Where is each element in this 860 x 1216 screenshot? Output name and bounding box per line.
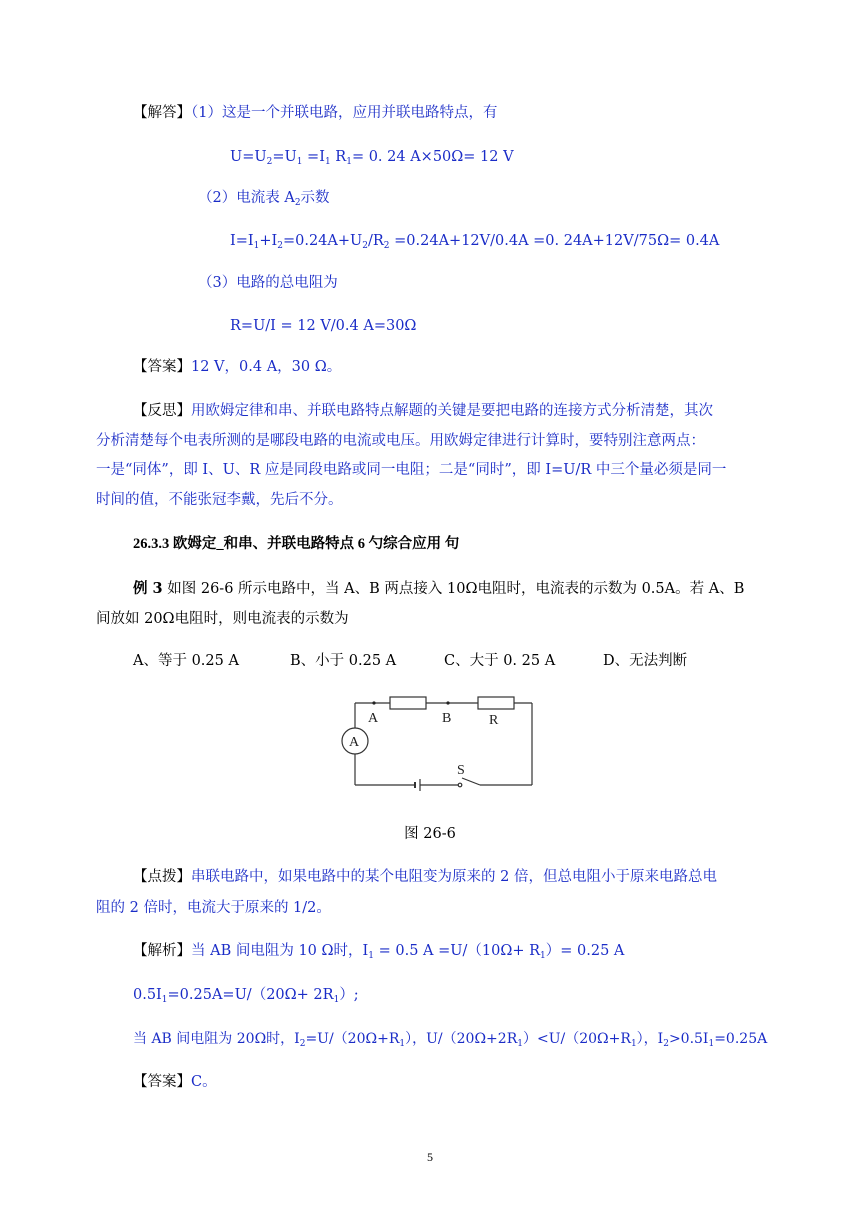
answer-formula-3: R=U/I = 12 V/0.4 A=30Ω xyxy=(230,318,417,334)
analysis-line-1: 【解析】当 AB 间电阻为 10 Ω时，$I_1 = 0.5$ $A =U/(10\Omega+ R_1)= 0.25$ A xyxy=(133,943,625,961)
hint-line-2: 阻的 2 倍时，电流大于原来的 1/2。 xyxy=(96,900,331,916)
reflection-line-1: 【反思】用欧姆定律和串、并联电路特点解题的关键是要把电路的连接方式分析清楚，其次 xyxy=(133,403,713,419)
figure-caption: 图 26-6 xyxy=(404,826,456,842)
answer-step-2: （2）电流表 $A_2$示数 xyxy=(198,190,330,208)
answer-2 xyxy=(133,1073,217,1091)
label-a: A xyxy=(368,711,379,726)
resistor-r xyxy=(478,697,514,709)
answer-formula-1: $U=U_2=U_1 =I_1$ $R_1= 0$. 24 A×50Ω= 12 V xyxy=(230,149,514,167)
page-number: 5 xyxy=(427,1150,433,1164)
node-a-dot xyxy=(372,701,375,704)
option-d: D、无法判断 xyxy=(603,653,688,669)
answer-1 xyxy=(133,358,341,376)
label-b: B xyxy=(442,711,452,726)
example-3-line-2: 间放如 20Ω电阻时，则电流表的示数为 xyxy=(96,611,349,627)
option-c: C、大于 0. 25 A xyxy=(444,653,556,669)
circuit-diagram xyxy=(330,690,550,800)
reflection-line-3: 一是“同体”，即 I、U、R 应是同段电路或同一电阻；二是“同时”，即 I=U/R 中三个量必须是同一 xyxy=(96,462,727,478)
answer-tag: 【解答】 xyxy=(133,105,191,121)
answer-step-3: （3）电路的总电阻为 xyxy=(198,275,338,291)
example-3-line-1: 例 3 如图 26-6 所示电路中，当 A、B 两点接入 10Ω电阻时，电流表的示数为 0.5A。若 A、B xyxy=(133,580,745,597)
answer-text: （1）这是一个并联电路，应用并联电路特点，有 xyxy=(191,105,498,121)
label-r: R xyxy=(489,713,499,728)
reflection-line-4: 时间的值，不能张冠李戴，先后不分。 xyxy=(96,492,343,508)
analysis-tag: 【解析】 xyxy=(133,943,191,959)
answer-formula-2: $I=I_1+I_2=0.24A+U_2/R_2 =0.24A+12V/0.4A =0$. 24A+12V/75Ω= 0.4A xyxy=(230,233,720,251)
answer-1-text: 12 V，0.4 A，30 Ω。 xyxy=(191,359,342,375)
resistor-ab xyxy=(390,697,426,709)
section-heading: 26.3.3 欧姆定_和串、并联电路特点 6 勺综合应用 句 xyxy=(133,536,460,552)
label-s: S xyxy=(457,763,465,778)
analysis-line-3: 当 AB 间电阻为 20Ω时，$I_2=U/(20\Omega+R_1)$，$U/(20\Omega+2R_1)<U/(20\Omega+R_1)$，$I_2>0.5I_1=0.25A$ xyxy=(133,1031,768,1049)
reflection-line-2: 分析清楚每个电表所测的是哪段电路的电流或电压。用欧姆定律进行计算时，要特别注意两点： xyxy=(96,433,705,449)
node-b-dot xyxy=(446,701,449,704)
answer-2-text: C。 xyxy=(191,1074,217,1090)
ammeter-label: A xyxy=(349,735,360,750)
answer-line-1 xyxy=(133,104,497,122)
option-b: B、小于 0.25 A xyxy=(290,653,397,669)
reflection-tag: 【反思】 xyxy=(133,403,191,419)
example-3-label: 例 3 xyxy=(133,580,163,597)
hint-tag: 【点拨】 xyxy=(133,869,191,885)
answer-1-tag: 【答案】 xyxy=(133,359,191,375)
answer-2-tag: 【答案】 xyxy=(133,1074,191,1090)
analysis-line-2: $0.5I_1=0.25A=U/(20\Omega+ 2R_1)$; xyxy=(133,987,359,1005)
option-a: A、等于 0.25 A xyxy=(133,653,239,669)
switch-contact xyxy=(458,783,462,787)
hint-line-1: 【点拨】串联电路中，如果电路中的某个电阻变为原来的 2 倍，但总电阻小于原来电路总电 xyxy=(133,869,717,885)
switch-blade xyxy=(462,778,480,785)
